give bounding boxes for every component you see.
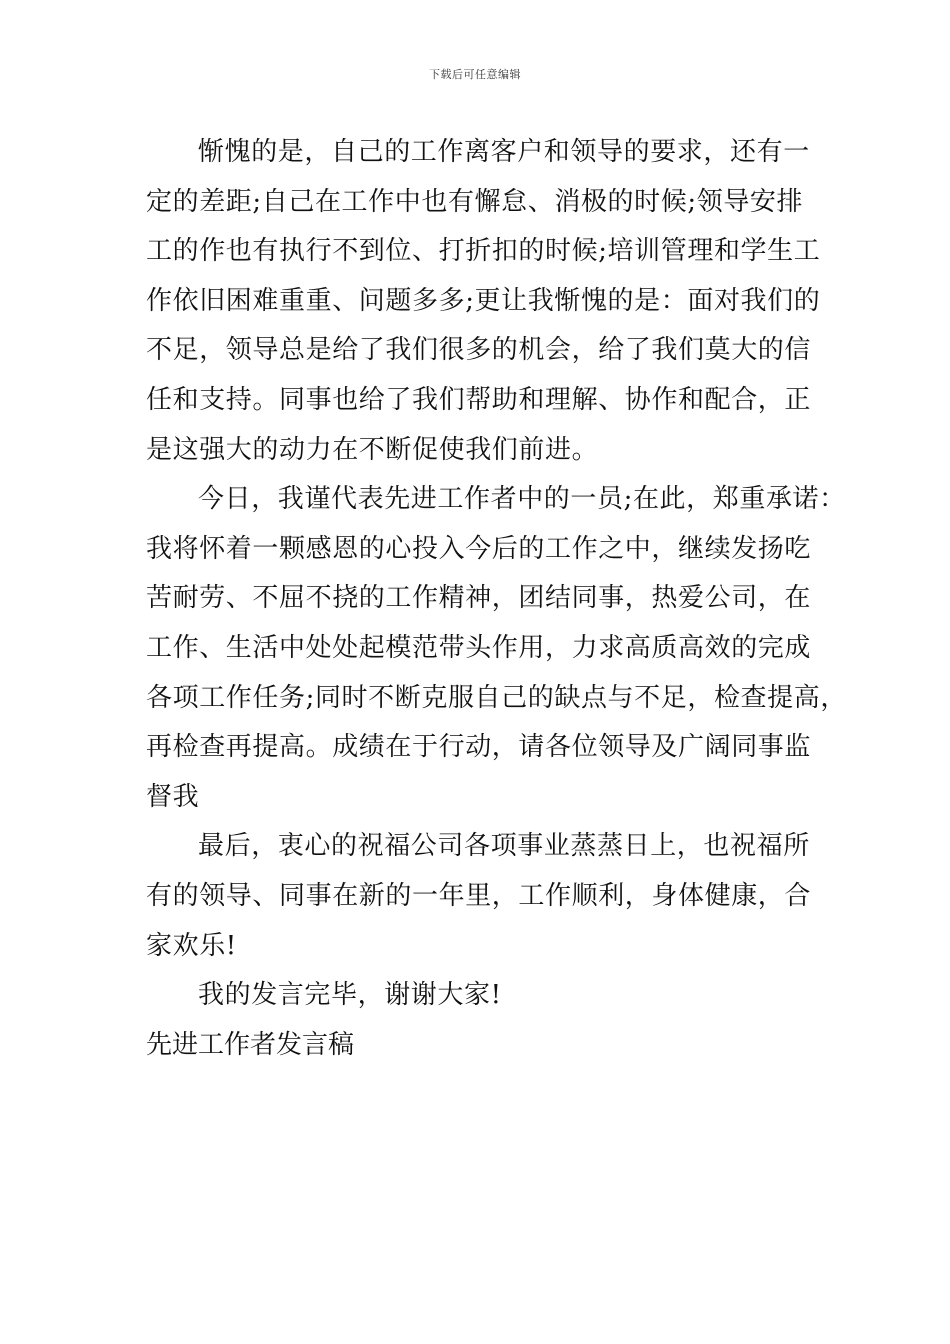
paragraph-line: 任和支持。同事也给了我们帮助和理解、协作和配合，正	[146, 384, 812, 415]
paragraph-1	[146, 128, 826, 475]
paragraph-line: 有的领导、同事在新的一年里，工作顺利，身体健康，合	[146, 880, 812, 911]
paragraph-line: 作依旧困难重重、问题多多;更让我惭愧的是：面对我们的	[146, 285, 821, 316]
paragraph-line: 工作、生活中处处起模范带头作用，力求高质高效的完成	[146, 632, 812, 663]
speech-body	[146, 128, 847, 1070]
paragraph-line: 定的差距;自己在工作中也有懈怠、消极的时候;领导安排	[146, 186, 804, 217]
paragraph-line: 最后，衷心的祝福公司各项事业蒸蒸日上，也祝福所	[198, 831, 810, 862]
paragraph-line: 是这强大的动力在不断促使我们前进。	[146, 434, 599, 465]
header-note: 下载后可任意编辑	[429, 68, 521, 81]
paragraph-line: 各项工作任务;同时不断克服自己的缺点与不足，检查提高，	[146, 682, 847, 713]
paragraph-line: 工的作也有执行不到位、打折扣的时候;培训管理和学生工	[146, 236, 821, 267]
paragraph-line: 苦耐劳、不屈不挠的工作精神，团结同事，热爱公司，在	[146, 583, 812, 614]
paragraph-line: 我的发言完毕，谢谢大家!	[198, 980, 502, 1011]
paragraph-4	[146, 971, 826, 1021]
paragraph-line: 督我	[146, 781, 200, 812]
paragraph-line: 不足，领导总是给了我们很多的机会，给了我们莫大的信	[146, 335, 812, 366]
paragraph-line: 我将怀着一颗感恩的心投入今后的工作之中，继续发扬吃	[146, 533, 812, 564]
paragraph-line: 再检查再提高。成绩在于行动，请各位领导及广阔同事监	[146, 732, 812, 763]
paragraph-line: 惭愧的是，自己的工作离客户和领导的要求，还有一	[198, 137, 810, 167]
paragraph-line: 家欢乐!	[146, 930, 237, 961]
paragraph-3	[146, 822, 826, 971]
paragraph-line: 今日，我谨代表先进工作者中的一员;在此，郑重承诺：	[198, 484, 846, 515]
closing-title: 先进工作者发言稿	[146, 1029, 355, 1060]
paragraph-2	[146, 475, 847, 822]
